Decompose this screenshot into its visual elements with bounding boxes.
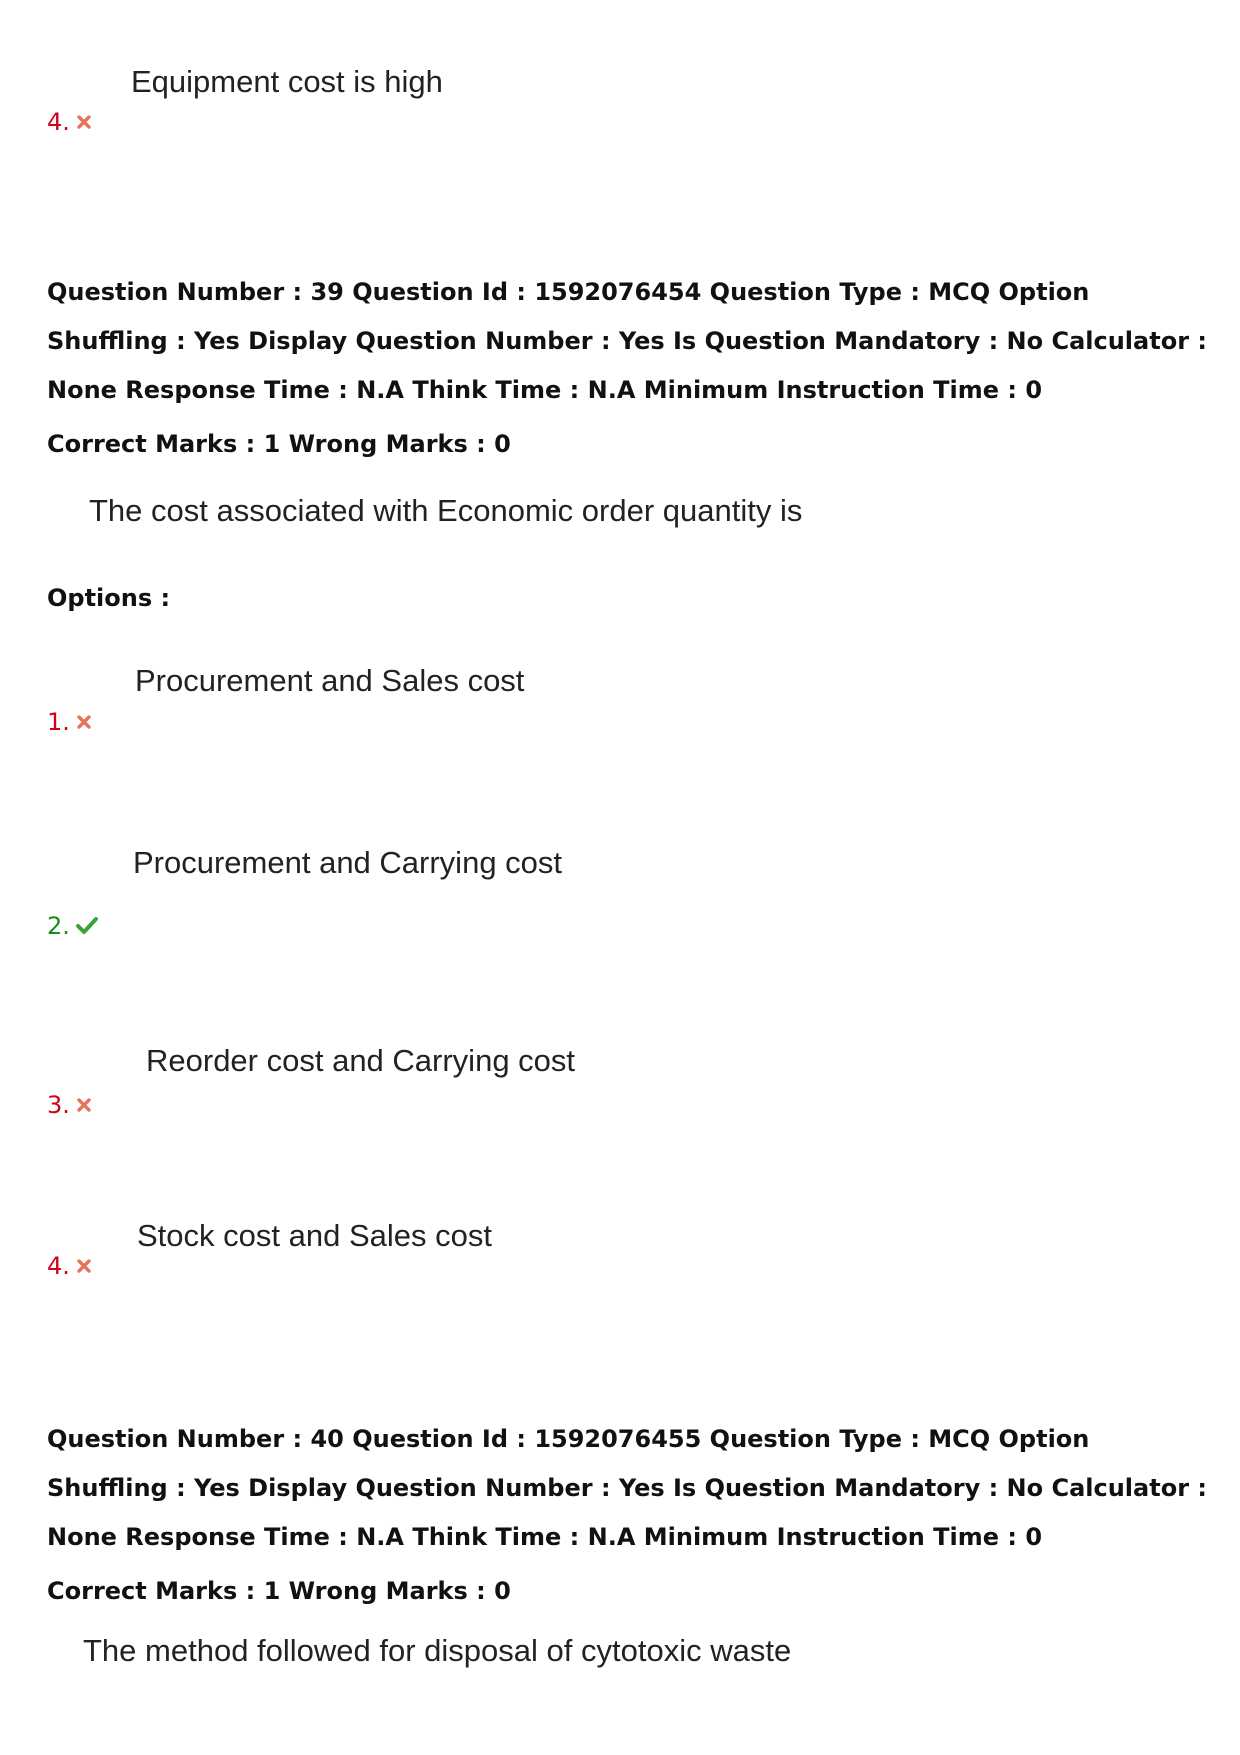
option-text: Reorder cost and Carrying cost: [146, 1043, 576, 1078]
option-number-label: 2.: [47, 912, 70, 940]
option-number-label: 4.: [47, 1252, 70, 1280]
checkmark-icon: [76, 912, 98, 940]
option-text: Procurement and Sales cost: [135, 663, 525, 698]
option-number: [47, 1252, 92, 1280]
question-text: The method followed for disposal of cytotoxic waste: [83, 1633, 792, 1668]
option-number: [47, 108, 92, 136]
cross-icon: [76, 708, 92, 736]
option-number-label: 4.: [47, 108, 70, 136]
option-text: Procurement and Carrying cost: [133, 845, 563, 880]
question-marks: Correct Marks : 1 Wrong Marks : 0: [47, 1577, 511, 1605]
cross-icon: [76, 108, 92, 136]
option-text: Stock cost and Sales cost: [137, 1218, 492, 1253]
question-text: The cost associated with Economic order quantity is: [89, 493, 803, 528]
option-text: Equipment cost is high: [131, 64, 443, 99]
option-number-label: 1.: [47, 708, 70, 736]
option-number: [47, 708, 92, 736]
option-number: [47, 1091, 92, 1119]
question-meta: Question Number : 40 Question Id : 1592076455 Question Type : MCQ Option Shuffling : Yes Display Question Number : Yes Is Question Mandatory : No Calculator : None Response Time : N.A Think Time : N.A Minimum Instruction Time : 0: [47, 1425, 1207, 1551]
question-meta: Question Number : 39 Question Id : 1592076454 Question Type : MCQ Option Shuffling : Yes Display Question Number : Yes Is Question Mandatory : No Calculator : None Response Time : N.A Think Time : N.A Minimum Instruction Time : 0: [47, 278, 1207, 404]
option-number: [47, 912, 98, 940]
question-marks: Correct Marks : 1 Wrong Marks : 0: [47, 430, 511, 458]
options-label: Options :: [47, 584, 171, 612]
option-number-label: 3.: [47, 1091, 70, 1119]
cross-icon: [76, 1252, 92, 1280]
cross-icon: [76, 1091, 92, 1119]
